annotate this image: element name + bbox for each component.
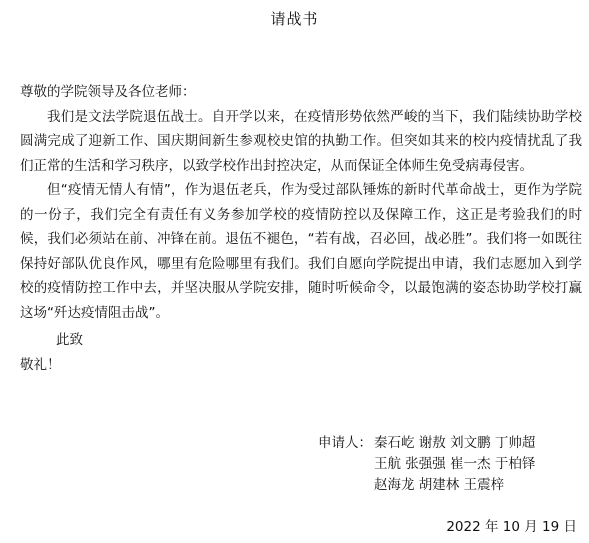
applicant-row: [318, 433, 535, 454]
paragraph-2: 但“疫情无情人有情”，作为退伍老兵，作为受过部队锤炼的新时代革命战士，更作为学院的一份子，我们完全有责任有义务参加学校的疫情防控以及保障工作，这正是考验我们的时候，我们必须站在前、冲锋在前。退伍不褪色，“若有战，召必回，战必胜”。我们将一如既往保持好部队优良作风，哪里有危险哪里有我们。我们自愿向学院提出申请，我们志愿加入到学校的疫情防控工作中去，并坚决服从学院安排，随时听候命令，以最饱满的姿态协助学校打赢这场“歼达疫情阻击战”。: [20, 182, 582, 321]
applicant-block: [318, 433, 535, 496]
applicant-names: 赵海龙 胡建林 王震梓: [374, 477, 505, 493]
document-title: 请战书: [270, 10, 319, 28]
closing-line-1: 此致: [56, 332, 83, 348]
applicant-names: 秦石屹 谢敖 刘文鹏 丁帅超: [374, 435, 536, 451]
closing: [20, 328, 83, 377]
closing-line-2: 敬礼！: [20, 356, 61, 373]
applicant-label: 申请人：: [318, 435, 372, 451]
applicant-row: [318, 454, 535, 475]
letter-body: [20, 80, 582, 325]
paragraph-1: 我们是文法学院退伍战士。自开学以来，在疫情形势依然严峻的当下，我们陆续协助学校圆满完成了迎新工作、国庆期间新生参观校史馆的执勤工作。但突如其来的校内疫情扰乱了我们正常的生活和学习秩序，以致学校作出封控决定，从而保证全体师生免受病毒侵害。: [20, 108, 582, 174]
applicant-row: [318, 475, 535, 496]
salutation: 尊敬的学院领导及各位老师：: [20, 84, 196, 100]
letter-date: 2022 年 10 月 19 日: [446, 519, 577, 535]
applicant-names: 王航 张强强 崔一杰 于柏铎: [374, 456, 536, 472]
